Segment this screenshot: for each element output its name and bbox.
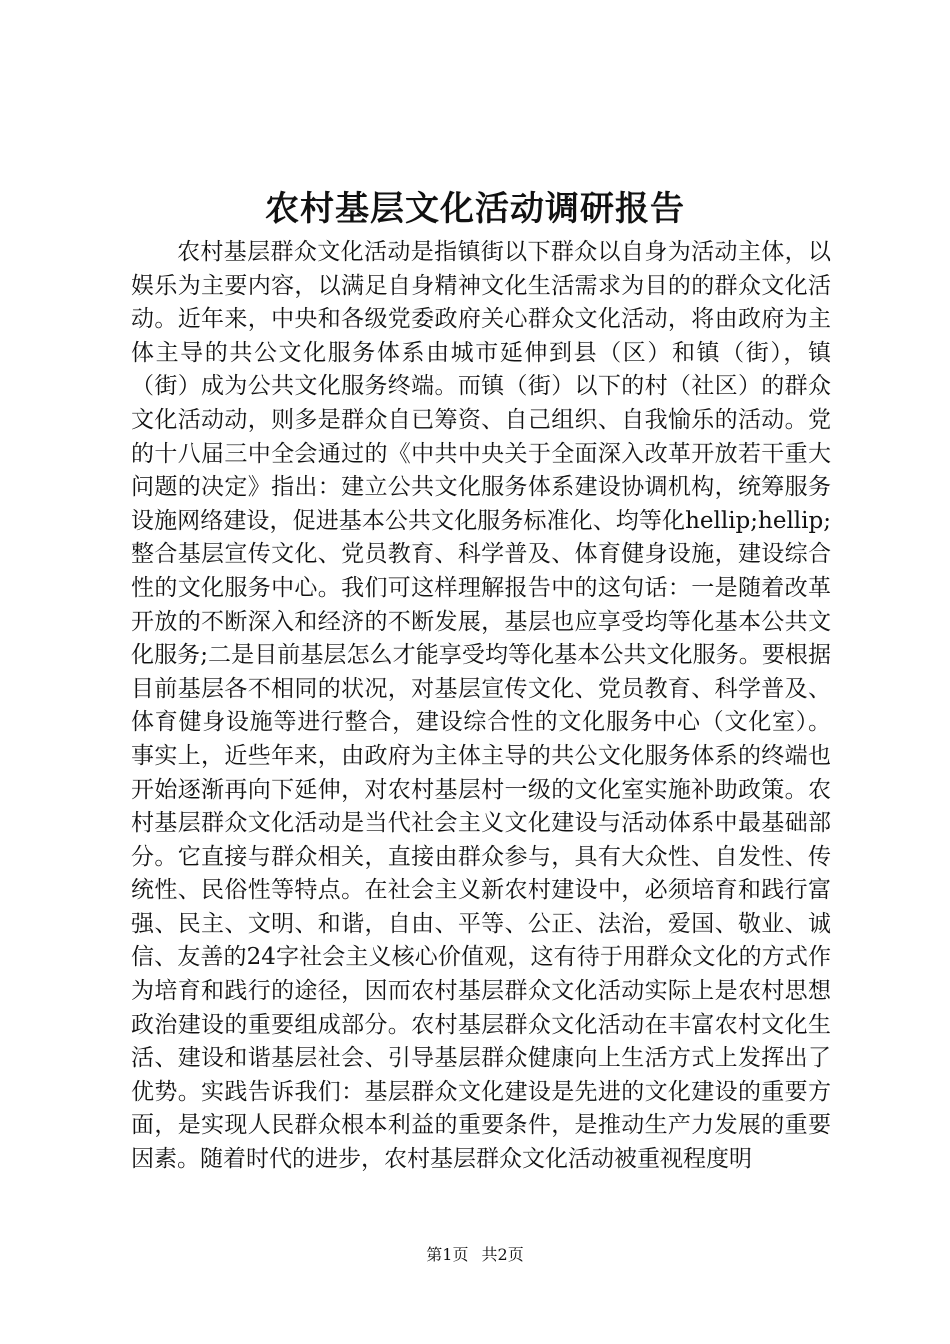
page-total: 共2页 [481,1245,524,1264]
page-footer [0,1243,950,1267]
body-paragraph: 农村基层群众文化活动是指镇街以下群众以自身为活动主体，以娱乐为主要内容，以满足自身精神文化生活需求为目的的群众文化活动。近年来，中央和各级党委政府关心群众文化活动，将由政府为主体主导的共公文化服务体系由城市延伸到县（区）和镇（街），镇（街）成为公共文化服务终端。而镇（街）以下的村（社区）的群众文化活动动，则多是群众自已筹资、自己组织、自我愉乐的活动。党的十八届三中全会通过的《中共中央关于全面深入改革开放若干重大问题的决定》指出：建立公共文化服务体系建设协调机构，统筹服务设施网络建设，促进基本公共文化服务标准化、均等化hellip;hellip;整合基层宣传文化、党员教育、科学普及、体育健身设施，建设综合性的文化服务中心。我们可这样理解报告中的这句话：一是随着改革开放的不断深入和经济的不断发展，基层也应享受均等化基本公共文化服务;二是目前基层怎么才能享受均等化基本公共文化服务。要根据目前基层各不相同的状况，对基层宣传文化、党员教育、科学普及、体育健身设施等进行整合，建设综合性的文化服务中心（文化室）。事实上，近些年来，由政府为主体主导的共公文化服务体系的终端也开始逐渐再向下延伸，对农村基层村一级的文化室实施补助政策。农村基层群众文化活动是当代社会主义文化建设与活动体系中最基础部分。它直接与群众相关，直接由群众参与，具有大众性、自发性、传统性、民俗性等特点。在社会主义新农村建设中，必须培育和践行富强、民主、文明、和谐，自由、平等、公正、法治，爱国、敬业、诚信、友善的24字社会主义核心价值观，这有待于用群众文化的方式作为培育和践行的途径，因而农村基层群众文化活动实际上是农村思想政治建设的重要组成部分。农村基层群众文化活动在丰富农村文化生活、建设和谐基层社会、引导基层群众健康向上生活方式上发挥出了优势。实践告诉我们：基层群众文化建设是先进的文化建设的重要方面，是实现人民群众根本利益的重要条件，是推动生产力发展的重要因素。随着时代的进步，农村基层群众文化活动被重视程度明 [131,239,831,1173]
document-title: 农村基层文化活动调研报告 [265,189,685,229]
page-number: 第1页 [426,1245,469,1264]
